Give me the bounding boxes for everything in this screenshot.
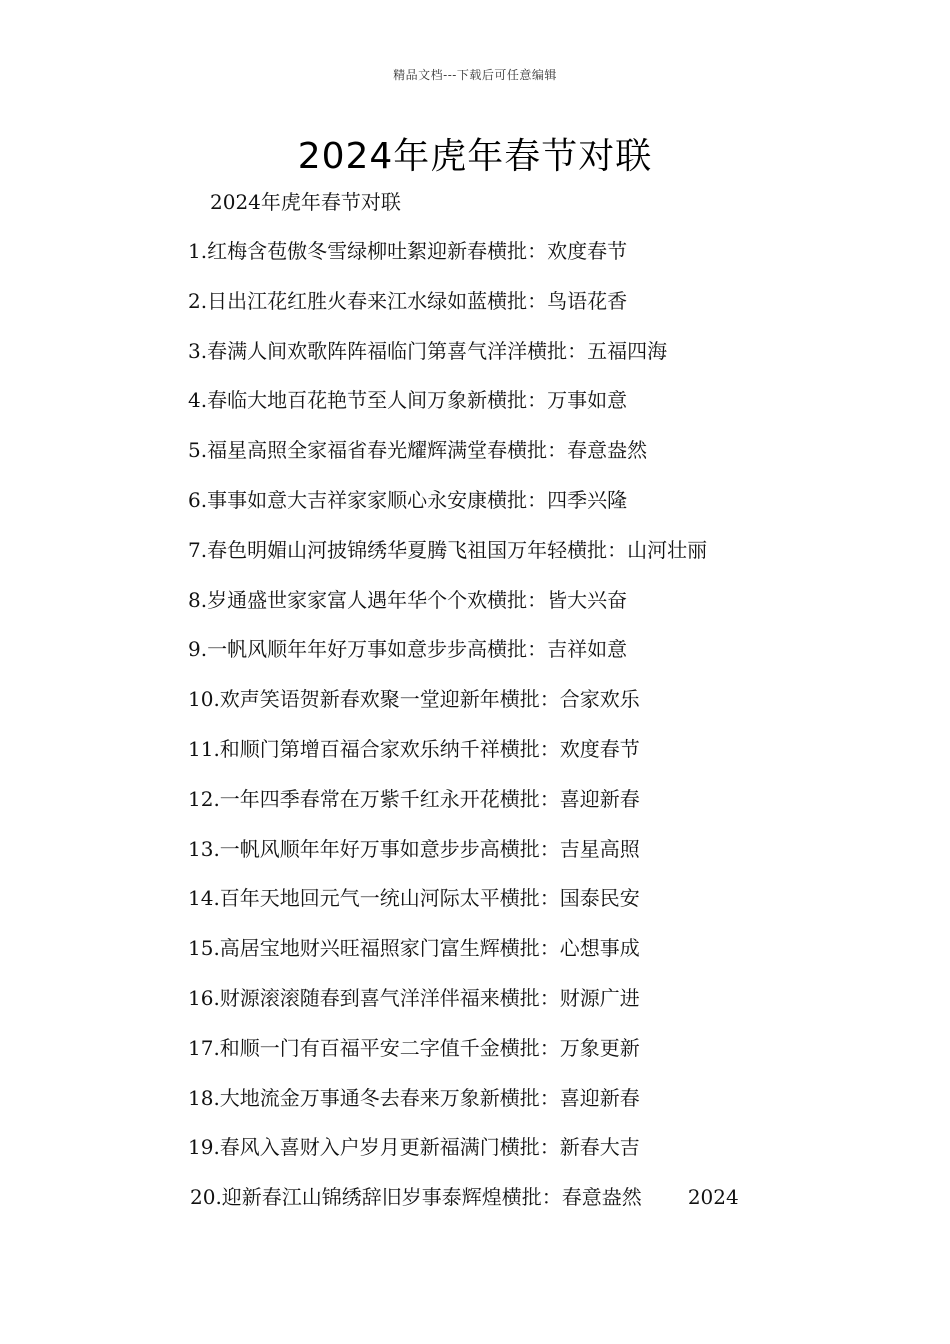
list-item [188, 933, 888, 983]
couplet-text: 16.财源滚滚随春到喜气洋洋伴福来横批：财源广进 [188, 985, 640, 1010]
list-item [188, 585, 888, 635]
page-title: 2024年虎年春节对联 [297, 136, 653, 177]
list-item [188, 784, 888, 834]
header-note: 精品文档---下载后可任意编辑 [393, 68, 557, 82]
list-item [188, 286, 888, 336]
list-item [188, 485, 888, 535]
list-item [188, 734, 888, 784]
list-item [188, 634, 888, 684]
couplet-text: 7.春色明媚山河披锦绣华夏腾飞祖国万年轻横批：山河壮丽 [188, 537, 708, 562]
couplet-text: 11.和顺门第增百福合家欢乐纳千祥横批：欢度春节 [188, 736, 640, 761]
list-item [188, 883, 888, 933]
couplet-text: 14.百年天地回元气一统山河际太平横批：国泰民安 [188, 886, 640, 911]
couplet-list [188, 236, 888, 1232]
list-item [188, 1132, 888, 1182]
list-item [188, 236, 888, 286]
couplet-text: 8.岁通盛世家家富人遇年华个个欢横批：皆大兴奋 [188, 587, 628, 612]
couplet-text: 13.一帆风顺年年好万事如意步步高横批：吉星高照 [188, 836, 640, 861]
couplet-text: 17.和顺一门有百福平安二字值千金横批：万象更新 [188, 1035, 640, 1060]
list-item [188, 385, 888, 435]
couplet-text: 12.一年四季春常在万紫千红永开花横批：喜迎新春 [188, 786, 640, 811]
couplet-text: 1.红梅含苞傲冬雪绿柳吐絮迎新春横批：欢度春节 [188, 239, 628, 263]
couplet-text: 10.欢声笑语贺新春欢聚一堂迎新年横批：合家欢乐 [188, 687, 640, 712]
list-item [188, 435, 888, 485]
couplet-text: 19.春风入喜财入户岁月更新福满门横批：新春大吉 [188, 1135, 640, 1160]
list-item [188, 336, 888, 386]
couplet-text: 9.一帆风顺年年好万事如意步步高横批：吉祥如意 [188, 637, 628, 662]
list-item [188, 1182, 888, 1232]
list-item [188, 1033, 888, 1083]
page-subtitle: 2024年虎年春节对联 [210, 190, 401, 214]
list-item [188, 983, 888, 1033]
couplet-text: 6.事事如意大吉祥家家顺心永安康横批：四季兴隆 [188, 487, 628, 512]
list-item [188, 834, 888, 884]
list-item [188, 684, 888, 734]
couplet-text: 15.高居宝地财兴旺福照家门富生辉横批：心想事成 [188, 936, 640, 961]
trailing-text: 2024 [687, 1185, 739, 1210]
couplet-text: 2.日出江花红胜火春来江水绿如蓝横批：鸟语花香 [188, 288, 628, 313]
list-item [188, 535, 888, 585]
couplet-text: 4.春临大地百花艳节至人间万象新横批：万事如意 [188, 388, 628, 413]
couplet-text: 18.大地流金万事通冬去春来万象新横批：喜迎新春 [188, 1085, 640, 1110]
list-item [188, 1083, 888, 1133]
couplet-text: 5.福星高照全家福省春光耀辉满堂春横批：春意盎然 [188, 438, 648, 463]
couplet-text: 20.迎新春江山锦绣辞旧岁事泰辉煌横批：春意盎然 [190, 1185, 642, 1210]
couplet-text: 3.春满人间欢歌阵阵福临门第喜气洋洋横批：五福四海 [188, 338, 668, 363]
